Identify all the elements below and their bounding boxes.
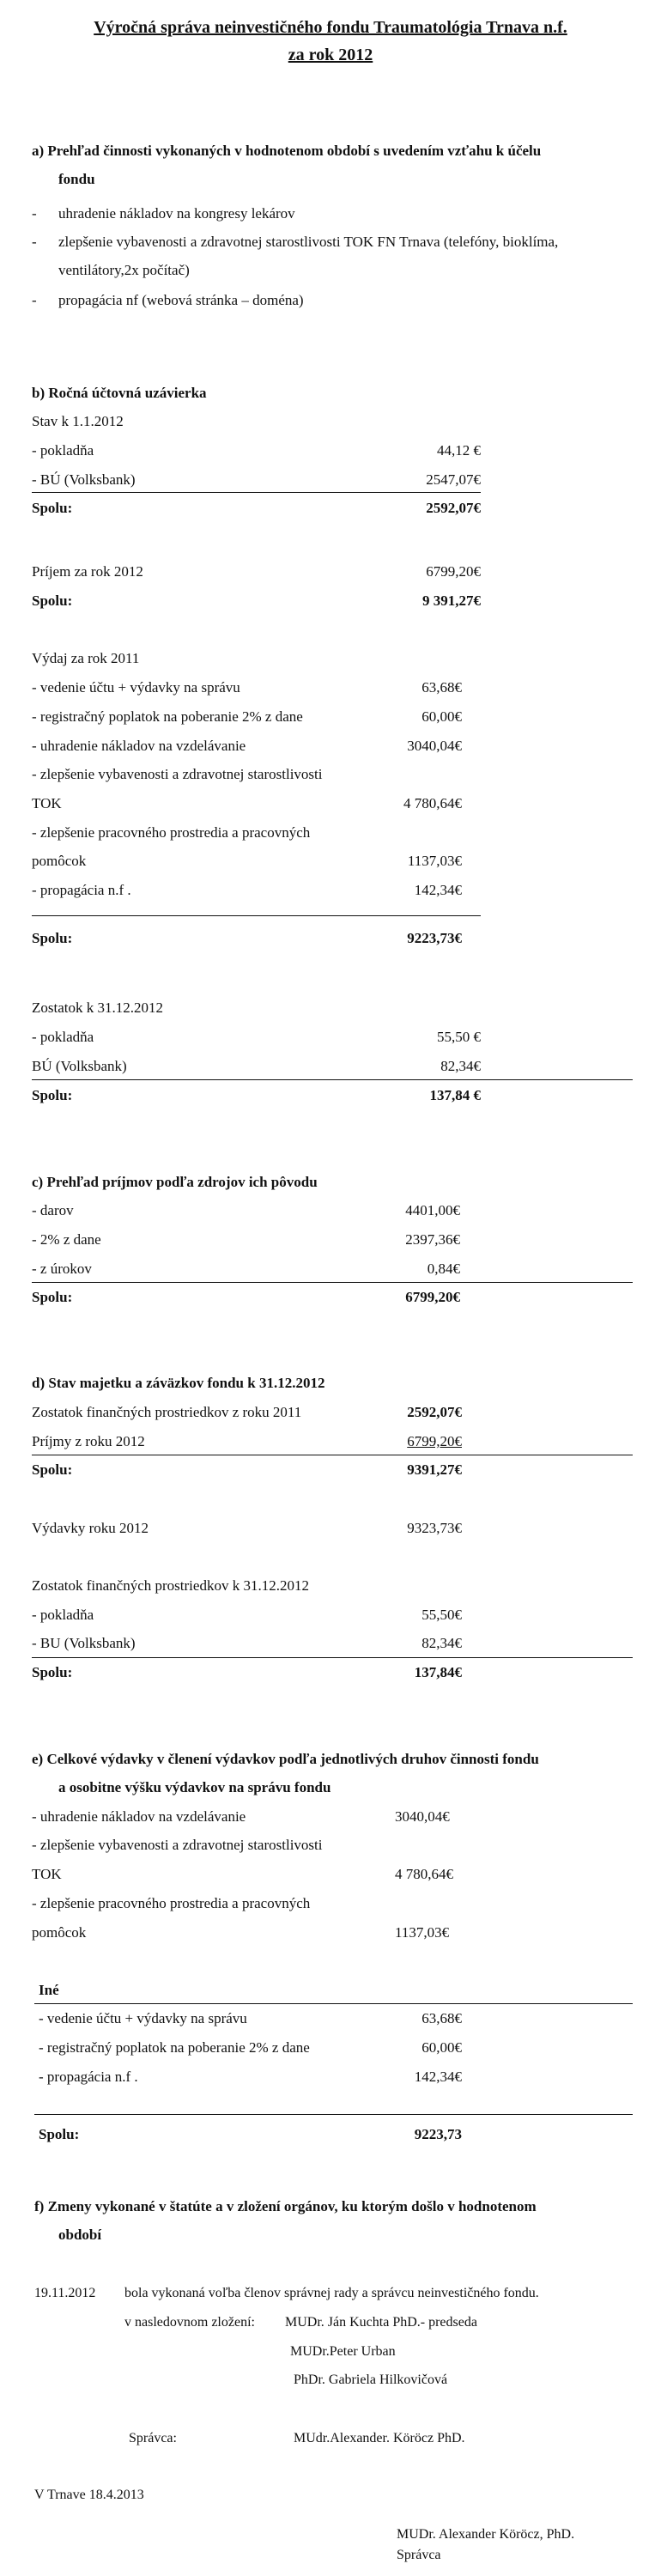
asset-row-value: 6799,20€ <box>407 1433 462 1449</box>
vydaj-row-value: 1137,03€ <box>407 853 462 869</box>
expense-row-value: 1137,03€ <box>395 1924 450 1941</box>
ine-row-label: - vedenie účtu + výdavky na správu <box>39 2010 247 2026</box>
expense-row-label: - uhradenie nákladov na vzdelávanie <box>32 1808 246 1825</box>
divider <box>32 492 481 493</box>
zostatok-row-value: 82,34€ <box>440 1058 481 1074</box>
asset-row-label: Zostatok finančných prostriedkov z roku 2011 <box>32 1404 302 1420</box>
signature-name: MUDr. Alexander Köröcz, PhD. <box>397 2527 575 2542</box>
stav-label: Stav k 1.1.2012 <box>32 413 124 429</box>
vydaj-row-label: - zlepšenie pracovného prostredia a pracovných <box>32 824 311 841</box>
asset-row-label: Príjmy z roku 2012 <box>32 1433 145 1449</box>
divider <box>34 2003 633 2004</box>
section-e-heading: e) Celkové výdavky v členení výdavkov podľa jednotlivých druhov činnosti fondu <box>32 1751 539 1767</box>
expense-row-label: - zlepšenie vybavenosti a zdravotnej starostlivosti <box>32 1837 323 1853</box>
vydavky-label: Výdavky roku 2012 <box>32 1520 149 1536</box>
vydaj-label: Výdaj za rok 2011 <box>32 650 140 666</box>
divider <box>32 915 481 916</box>
stav-row-label: - pokladňa <box>32 442 94 459</box>
section-a-item: ventilátory,2x počítač) <box>58 262 190 278</box>
vydaj-row-label: - propagácia n.f . <box>32 882 131 898</box>
ine-row-value: 63,68€ <box>421 2010 462 2026</box>
vydaj-row-value: 60,00€ <box>421 708 462 725</box>
section-f-heading: f) Zmeny vykonané v štatúte a v zložení orgánov, ku ktorým došlo v hodnotenom <box>34 2198 537 2215</box>
spolu-label: Spolu: <box>32 592 73 609</box>
spolu-value: 137,84 € <box>429 1087 481 1103</box>
change-text: bola vykonaná voľba členov správnej rady a správcu neinvestičného fondu. <box>124 2286 539 2300</box>
income-row-label: - 2% z dane <box>32 1231 101 1248</box>
zostatok-row-label: - BU (Volksbank) <box>32 1635 136 1651</box>
section-a-item: zlepšenie vybavenosti a zdravotnej starostlivosti TOK FN Trnava (telefóny, bioklíma, <box>58 234 559 250</box>
change-text: v nasledovnom zložení: <box>124 2315 255 2330</box>
spolu-label: Spolu: <box>32 500 73 516</box>
zostatok-row-value: 55,50 € <box>437 1029 481 1045</box>
spolu-value: 9 391,27€ <box>422 592 481 609</box>
vydaj-row-label: - zlepšenie vybavenosti a zdravotnej starostlivosti <box>32 766 323 782</box>
spolu-label: Spolu: <box>32 1461 73 1478</box>
expense-row-label: pomôcok <box>32 1924 87 1941</box>
zostatok-row-value: 55,50€ <box>421 1607 462 1623</box>
section-a-bullet: - <box>32 234 37 250</box>
zostatok-row-label: - pokladňa <box>32 1029 94 1045</box>
board-member: PhDr. Gabriela Hilkovičová <box>294 2372 448 2387</box>
stav-row-value: 2547,07€ <box>426 471 481 488</box>
income-row-label: - z úrokov <box>32 1261 92 1277</box>
income-row-value: 4401,00€ <box>405 1202 460 1218</box>
vydaj-row-label: pomôcok <box>32 853 87 869</box>
section-b-heading: b) Ročná účtovná uzávierka <box>32 385 207 401</box>
income-row-value: 2397,36€ <box>405 1231 460 1248</box>
asset-row-value: 2592,07€ <box>407 1404 462 1420</box>
change-date: 19.11.2012 <box>34 2286 96 2300</box>
ine-label: Iné <box>39 1982 59 1998</box>
board-member: MUDr.Peter Urban <box>290 2344 396 2359</box>
divider <box>34 2114 633 2115</box>
report-title-line2: za rok 2012 <box>288 46 373 64</box>
place-date: V Trnave 18.4.2013 <box>34 2488 144 2502</box>
zostatok-label: Zostatok finančných prostriedkov k 31.12.2012 <box>32 1577 309 1594</box>
zostatok-row-value: 82,34€ <box>421 1635 462 1651</box>
expense-row-label: - zlepšenie pracovného prostredia a pracovných <box>32 1895 311 1911</box>
section-c-heading: c) Prehľad príjmov podľa zdrojov ich pôvodu <box>32 1174 318 1190</box>
ine-row-label: - propagácia n.f . <box>39 2069 138 2085</box>
vydaj-row-label: - registračný poplatok na poberanie 2% z dane <box>32 708 303 725</box>
spolu-value: 9391,27€ <box>407 1461 462 1478</box>
spolu-value: 9223,73 <box>414 2126 462 2142</box>
divider <box>32 1657 633 1658</box>
expense-row-value: 3040,04€ <box>395 1808 450 1825</box>
zostatok-label: Zostatok k 31.12.2012 <box>32 999 163 1016</box>
vydaj-row-label: TOK <box>32 795 62 811</box>
prijem-label: Príjem za rok 2012 <box>32 563 143 580</box>
spolu-value: 137,84€ <box>414 1664 462 1680</box>
stav-row-label: - BÚ (Volksbank) <box>32 471 136 488</box>
divider <box>32 1079 633 1080</box>
spolu-value: 2592,07€ <box>426 500 481 516</box>
stav-row-value: 44,12 € <box>437 442 481 459</box>
vydaj-row-value: 4 780,64€ <box>403 795 462 811</box>
spolu-value: 9223,73€ <box>407 930 462 946</box>
signature-role: Správca <box>397 2548 441 2562</box>
expense-row-label: TOK <box>32 1866 62 1882</box>
vydaj-row-value: 142,34€ <box>414 882 462 898</box>
income-row-value: 0,84€ <box>427 1261 460 1277</box>
spolu-value: 6799,20€ <box>405 1289 460 1305</box>
divider <box>32 1282 633 1283</box>
zostatok-row-label: - pokladňa <box>32 1607 94 1623</box>
section-a-item: uhradenie nákladov na kongresy lekárov <box>58 205 295 222</box>
section-a-item: propagácia nf (webová stránka – doména) <box>58 292 304 308</box>
section-a-heading-cont: fondu <box>58 171 95 187</box>
section-e-heading-cont: a osobitne výšku výdavkov na správu fondu <box>58 1779 331 1795</box>
expense-row-value: 4 780,64€ <box>395 1866 453 1882</box>
vydavky-value: 9323,73€ <box>407 1520 462 1536</box>
spolu-label: Spolu: <box>32 1664 73 1680</box>
spolu-label: Spolu: <box>32 1087 73 1103</box>
income-row-label: - darov <box>32 1202 74 1218</box>
section-a-bullet: - <box>32 205 37 222</box>
vydaj-row-label: - uhradenie nákladov na vzdelávanie <box>32 738 246 754</box>
report-title-line1: Výročná správa neinvestičného fondu Traumatológia Trnava n.f. <box>94 18 567 37</box>
zostatok-row-label: BÚ (Volksbank) <box>32 1058 127 1074</box>
board-member: MUDr. Ján Kuchta PhD.- predseda <box>285 2315 477 2330</box>
section-a-heading: a) Prehľad činnosti vykonaných v hodnotenom období s uvedením vzťahu k účelu <box>32 143 542 159</box>
vydaj-row-value: 3040,04€ <box>407 738 462 754</box>
vydaj-row-label: - vedenie účtu + výdavky na správu <box>32 679 240 696</box>
section-f-heading-cont: období <box>58 2227 102 2243</box>
ine-row-value: 60,00€ <box>421 2039 462 2056</box>
ine-row-value: 142,34€ <box>414 2069 462 2085</box>
prijem-value: 6799,20€ <box>426 563 481 580</box>
vydaj-row-value: 63,68€ <box>421 679 462 696</box>
ine-row-label: - registračný poplatok na poberanie 2% z dane <box>39 2039 310 2056</box>
section-d-heading: d) Stav majetku a záväzkov fondu k 31.12.2012 <box>32 1375 325 1391</box>
spolu-label: Spolu: <box>32 930 73 946</box>
spolu-label: Spolu: <box>39 2126 80 2142</box>
section-a-bullet: - <box>32 292 37 308</box>
spravca-label: Správca: <box>129 2431 177 2445</box>
spravca-name: MUdr.Alexander. Köröcz PhD. <box>294 2431 465 2445</box>
spolu-label: Spolu: <box>32 1289 73 1305</box>
